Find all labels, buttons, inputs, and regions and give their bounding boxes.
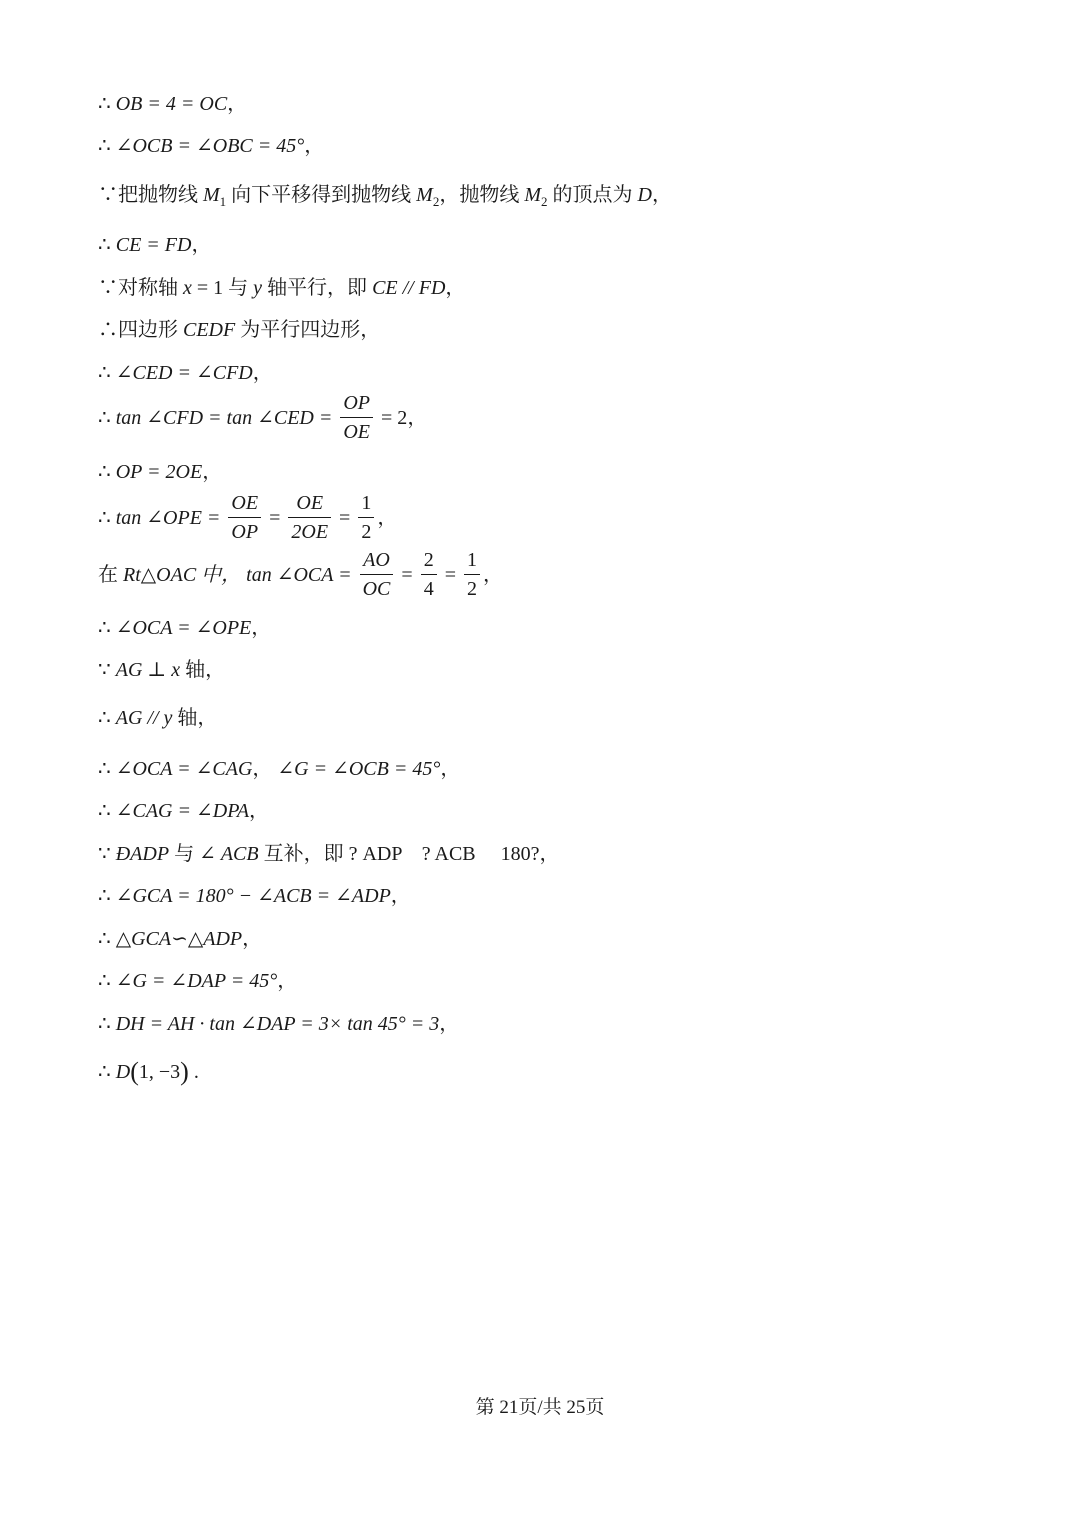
math-expression: = 2 [376, 407, 408, 430]
text-segment: 把抛物线 [118, 184, 203, 206]
fraction [360, 548, 394, 601]
math-expression: AG // y [115, 707, 173, 729]
proof-line-18 [98, 884, 411, 908]
math-expression: DH = AH · tan ∠DAP = 3× tan 45° = 3 [115, 1013, 440, 1035]
therefore-symbol: ∴ [98, 707, 116, 729]
therefore-symbol: ∴ [98, 461, 116, 483]
proof-line-14 [98, 706, 217, 730]
punctuation: ， [227, 93, 248, 115]
fraction-denominator: 2OE [291, 521, 329, 543]
math-var: D [115, 1061, 131, 1083]
proof-line-17 [98, 842, 560, 866]
proof-line-3 [98, 183, 672, 207]
punctuation: ， [304, 135, 325, 157]
equals-sign: = [396, 564, 418, 587]
math-expression: ∠G = ∠OCB = 45° [277, 758, 441, 780]
proof-line-11 [98, 550, 503, 603]
punctuation: ， [191, 234, 212, 256]
proof-line-21 [98, 1012, 459, 1036]
therefore-symbol: ∴ [98, 407, 116, 430]
text-segment: 轴平行，即 [262, 277, 373, 299]
therefore-symbol: ∴ [98, 1061, 116, 1083]
math-var: CEDF [183, 319, 236, 341]
punctuation: ， [651, 184, 672, 206]
therefore-symbol: ∴ [98, 135, 116, 157]
text-segment: 为平行四边形， [235, 319, 381, 341]
text-segment: 对称轴 [118, 277, 183, 299]
proof-line-16 [98, 799, 269, 823]
fraction [288, 491, 331, 544]
fraction-numerator: OE [228, 491, 261, 518]
math-var: M [524, 184, 542, 206]
punctuation: ， [251, 617, 272, 639]
math-var: x [183, 277, 192, 299]
text-segment: 轴， [172, 707, 218, 729]
proof-line-15 [98, 757, 460, 781]
fraction-numerator: 2 [421, 548, 437, 575]
therefore-symbol: ∴ [98, 507, 116, 530]
math-expression: AG ⊥ x [115, 659, 181, 681]
math-expression: ∠OCA = ∠OPE [115, 617, 252, 639]
therefore-symbol: ∴ [98, 234, 116, 256]
because-symbol: ∵ [98, 184, 118, 206]
proof-line-13 [98, 658, 225, 682]
fraction [358, 491, 374, 544]
page-footer: 第 21页/共 25页 [475, 1397, 605, 1418]
fraction-denominator: OC [362, 578, 391, 600]
punctuation: ， [440, 758, 461, 780]
math-var: D [637, 184, 652, 206]
punctuation: ， [242, 928, 263, 950]
proof-line-9 [98, 460, 222, 484]
math-var: M [203, 184, 220, 206]
text-segment: 与 [169, 843, 200, 865]
punctuation: ， [377, 507, 398, 530]
text-segment: 四边形 [118, 319, 183, 341]
fraction-denominator: OE [343, 421, 371, 443]
math-expression: ∠CAG = ∠DPA [115, 800, 250, 822]
punctuation: ， [252, 362, 273, 384]
punctuation: ， [482, 564, 503, 587]
fraction-numerator: 1 [358, 491, 374, 518]
therefore-symbol: ∴ [98, 319, 118, 341]
proof-line-19 [98, 927, 262, 951]
math-expression: CE // FD [372, 277, 446, 299]
fraction-denominator: 2 [361, 521, 372, 543]
proof-line-10 [98, 493, 397, 546]
math-expression: ∠G = ∠DAP = 45° [115, 970, 278, 992]
math-subscript: 2 [432, 194, 440, 209]
text-segment: 互补，即 ? ADP ? ACB 180?， [258, 843, 560, 865]
proof-line-1 [98, 92, 247, 116]
math-expression: 1, −3 [138, 1061, 181, 1083]
math-expression: Rt△OAC [123, 564, 197, 587]
text-segment: 向下平移得到抛物线 [226, 184, 417, 206]
right-paren: ) [180, 1057, 189, 1086]
text-segment: 在 [98, 564, 123, 587]
fraction-numerator: AO [360, 548, 394, 575]
fraction-denominator: 4 [423, 578, 434, 600]
math-expression: △GCA∽△ADP [115, 928, 243, 950]
punctuation: ， [439, 1013, 460, 1035]
fraction-denominator: OP [231, 521, 259, 543]
math-expression: ∠OCB = ∠OBC = 45° [115, 135, 305, 157]
math-expression: 中， tan ∠OCA = [196, 564, 357, 587]
fraction [228, 491, 261, 544]
text-segment: = 1 与 [191, 277, 254, 299]
therefore-symbol: ∴ [98, 800, 116, 822]
fraction [421, 548, 437, 601]
math-subscript: 2 [541, 194, 548, 209]
fraction-denominator: 2 [466, 578, 477, 600]
equals-sign: = [439, 564, 461, 587]
fraction-numerator: 1 [464, 548, 480, 575]
proof-line-2 [98, 134, 324, 158]
therefore-symbol: ∴ [98, 617, 116, 639]
proof-line-20 [98, 969, 297, 993]
therefore-symbol: ∴ [98, 93, 116, 115]
punctuation: . [188, 1061, 199, 1083]
punctuation: ， [252, 758, 278, 780]
because-symbol: ∵ [98, 843, 116, 865]
therefore-symbol: ∴ [98, 885, 116, 907]
math-expression: CE = FD [115, 234, 192, 256]
math-expression: ∠GCA = 180° − ∠ACB = ∠ADP [115, 885, 391, 907]
because-symbol: ∵ [98, 659, 116, 681]
math-expression: tan ∠OPE = [115, 507, 226, 530]
math-expression: ĐADP [115, 843, 170, 865]
proof-line-22 [98, 1057, 199, 1086]
math-var: M [416, 184, 433, 206]
text-segment: 的顶点为 [547, 184, 638, 206]
therefore-symbol: ∴ [98, 1013, 116, 1035]
math-expression: ∠ ACB [199, 843, 259, 865]
left-paren: ( [130, 1057, 139, 1086]
math-expression: ∠OCA = ∠CAG [115, 758, 253, 780]
proof-line-8 [98, 393, 427, 446]
punctuation: ， [277, 970, 298, 992]
therefore-symbol: ∴ [98, 928, 116, 950]
math-expression: ∠CED = ∠CFD [115, 362, 253, 384]
fraction [464, 548, 480, 601]
punctuation: ， [249, 800, 270, 822]
text-segment: ，抛物线 [439, 184, 525, 206]
math-var: y [253, 277, 263, 299]
therefore-symbol: ∴ [98, 970, 116, 992]
punctuation: ， [445, 277, 466, 299]
math-expression: OP = 2OE [115, 461, 203, 483]
proof-line-5 [98, 276, 465, 300]
proof-line-4 [98, 233, 211, 257]
punctuation: ， [390, 885, 411, 907]
equals-sign: = [264, 507, 286, 530]
fraction-numerator: OE [288, 491, 331, 518]
math-expression: tan ∠CFD = tan ∠CED = [115, 407, 338, 430]
proof-line-12 [98, 616, 271, 640]
punctuation: ， [202, 461, 223, 483]
fraction [340, 391, 373, 444]
because-symbol: ∵ [98, 277, 118, 299]
therefore-symbol: ∴ [98, 362, 116, 384]
punctuation: ， [407, 407, 428, 430]
proof-line-7 [98, 361, 273, 385]
therefore-symbol: ∴ [98, 758, 116, 780]
proof-line-6 [98, 318, 380, 342]
text-segment: 轴， [180, 659, 226, 681]
math-subscript: 1 [219, 194, 227, 209]
equals-sign: = [334, 507, 356, 530]
fraction-numerator: OP [340, 391, 373, 418]
math-expression: OB = 4 = OC [115, 93, 228, 115]
